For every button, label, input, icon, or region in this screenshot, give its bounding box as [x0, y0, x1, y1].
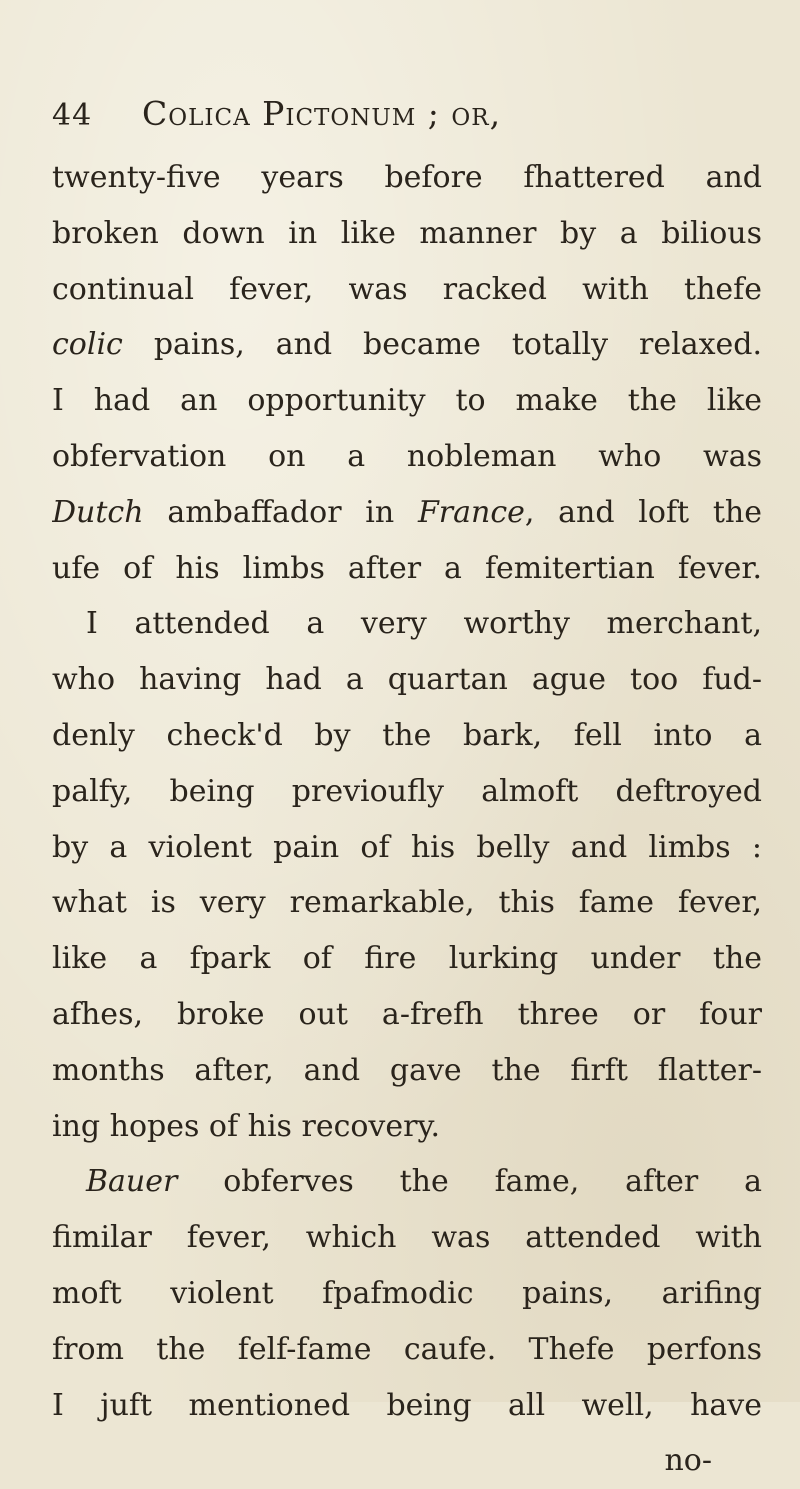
text-line: like a fpark of fire lurking under the: [52, 941, 762, 977]
page-number: 44: [52, 98, 93, 133]
paragraph-start: Bauer obferves the fame, after a: [86, 1164, 762, 1200]
text-line: denly check'd by the bark, fell into a: [52, 717, 762, 753]
text-line: colic pains, and became totally relaxed.: [52, 327, 762, 363]
text-line: what is very remarkable, this fame fever,: [52, 885, 762, 921]
body-text: [52, 150, 762, 1489]
text-line: fimilar fever, which was attended with: [52, 1220, 762, 1256]
text-line: who having had a quartan ague too fud-: [52, 662, 762, 698]
text-line: Dutch ambaffador in France, and loft the: [52, 494, 762, 530]
italic-term: France: [417, 494, 525, 530]
text-line: obfervation on a nobleman who was: [52, 438, 762, 474]
text-line: months after, and gave the firft flatter-: [52, 1052, 762, 1088]
catchword: no-: [664, 1443, 712, 1479]
paragraph-start: I attended a very worthy merchant,: [86, 606, 762, 642]
text-line: palfy, being previoufly almoft deftroyed: [52, 773, 762, 809]
italic-term: Bauer: [86, 1164, 178, 1200]
text-line: ing hopes of his recovery.: [52, 1108, 440, 1144]
text-line: from the felf-fame caufe. Thefe perfons: [52, 1331, 762, 1367]
text-line: I juft mentioned being all well, have: [52, 1387, 762, 1423]
italic-term: colic: [52, 327, 123, 363]
text-line: broken down in like manner by a bilious: [52, 215, 762, 251]
text-line: continual fever, was racked with thefe: [52, 271, 762, 307]
text-line: twenty-five years before fhattered and: [52, 160, 762, 195]
text-line: by a violent pain of his belly and limbs :: [52, 829, 762, 865]
text-line: ufe of his limbs after a femitertian fever.: [52, 550, 762, 586]
page-header: [52, 94, 752, 144]
running-head: Colica Pictonum ; or,: [142, 94, 502, 133]
text-line: moft violent fpafmodic pains, arifing: [52, 1275, 762, 1311]
italic-term: Dutch: [52, 494, 144, 530]
text-line: afhes, broke out a-frefh three or four: [52, 996, 762, 1032]
text-line: I had an opportunity to make the like: [52, 383, 762, 419]
